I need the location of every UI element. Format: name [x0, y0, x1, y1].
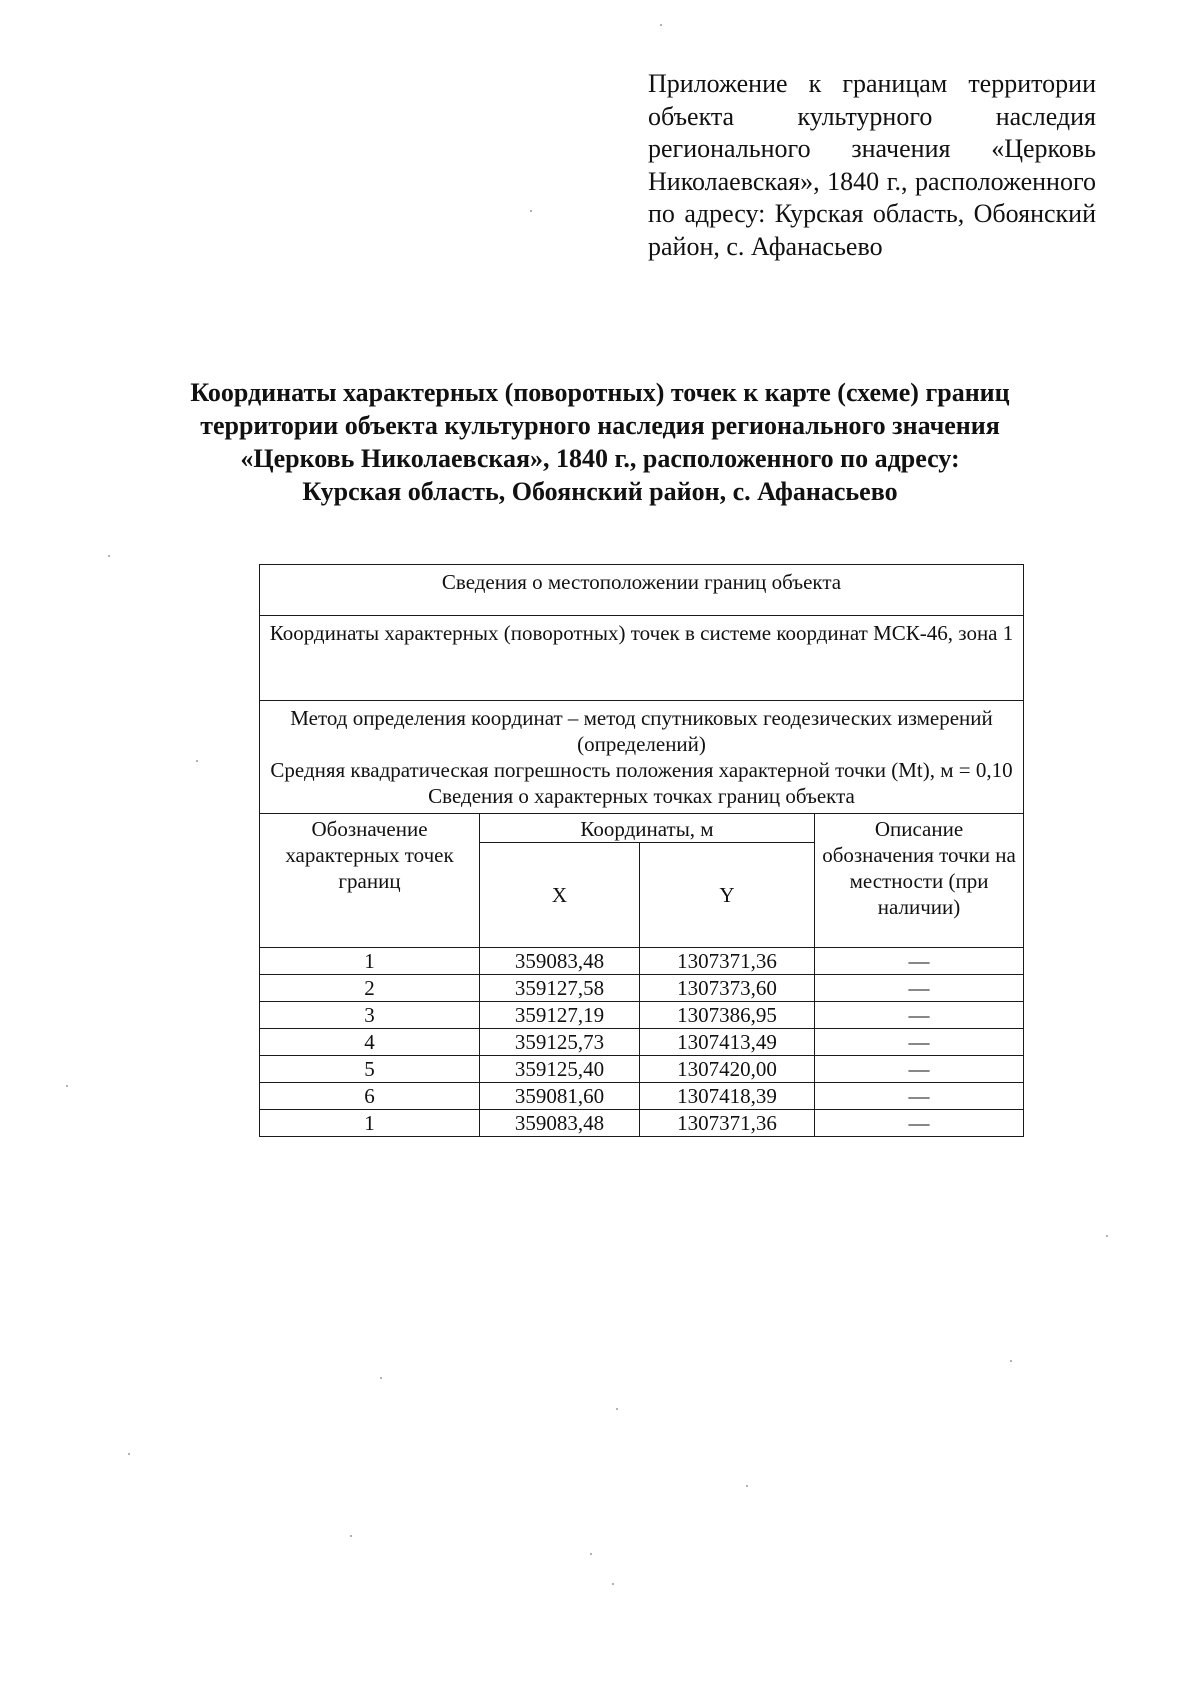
point-cell: 3 [260, 1002, 480, 1029]
coordinates-table [259, 564, 1024, 1137]
column-header-description: Описание обозначения точки на местности (при наличии) [815, 814, 1024, 948]
table-header-row [260, 616, 1024, 701]
description-cell: — [815, 1056, 1024, 1083]
appendix-note: Приложение к границам территории объекта культурного наследия регионального значения «Церковь Николаевская», 1840 г., расположенного по адресу: Курская область, Обоянский район, с. Афанасьево [648, 69, 1096, 261]
table-row [260, 948, 1024, 975]
title-line: «Церковь Николаевская», 1840 г., расположенного по адресу: [240, 444, 960, 473]
table-row [260, 1002, 1024, 1029]
y-cell: 1307371,36 [640, 948, 815, 975]
x-cell: 359083,48 [480, 1110, 640, 1137]
point-cell: 5 [260, 1056, 480, 1083]
point-cell: 2 [260, 975, 480, 1002]
point-cell: 4 [260, 1029, 480, 1056]
column-header-coordinates: Координаты, м [480, 814, 815, 843]
document-title [150, 376, 1050, 508]
x-cell: 359083,48 [480, 948, 640, 975]
table-row [260, 1029, 1024, 1056]
x-cell: 359081,60 [480, 1083, 640, 1110]
x-cell: 359127,19 [480, 1002, 640, 1029]
accuracy-text: Средняя квадратическая погрешность положения характерной точки (Mt), м = 0,10 [270, 758, 1013, 782]
method-header [260, 701, 1024, 814]
y-cell: 1307413,49 [640, 1029, 815, 1056]
column-header-row [260, 814, 1024, 843]
description-cell: — [815, 1083, 1024, 1110]
table-row [260, 1083, 1024, 1110]
description-cell: — [815, 1029, 1024, 1056]
table-body [260, 948, 1024, 1137]
description-cell: — [815, 948, 1024, 975]
y-cell: 1307386,95 [640, 1002, 815, 1029]
x-cell: 359125,40 [480, 1056, 640, 1083]
description-cell: — [815, 1002, 1024, 1029]
column-header-y: Y [640, 843, 815, 948]
y-cell: 1307373,60 [640, 975, 815, 1002]
point-cell: 1 [260, 1110, 480, 1137]
description-cell: — [815, 975, 1024, 1002]
x-cell: 359125,73 [480, 1029, 640, 1056]
y-cell: 1307371,36 [640, 1110, 815, 1137]
table-header-row [260, 701, 1024, 814]
table-row [260, 975, 1024, 1002]
coordinate-system-header: Координаты характерных (поворотных) точек в системе координат МСК-46, зона 1 [260, 616, 1024, 701]
column-header-x: X [480, 843, 640, 948]
table-row [260, 1110, 1024, 1137]
column-header-point: Обозначение характерных точек границ [260, 814, 480, 948]
y-cell: 1307420,00 [640, 1056, 815, 1083]
point-cell: 6 [260, 1083, 480, 1110]
section-header: Сведения о местоположении границ объекта [260, 565, 1024, 616]
y-cell: 1307418,39 [640, 1083, 815, 1110]
points-info-text: Сведения о характерных точках границ объекта [428, 784, 855, 808]
table-header-row [260, 565, 1024, 616]
description-cell: — [815, 1110, 1024, 1137]
point-cell: 1 [260, 948, 480, 975]
table-row [260, 1056, 1024, 1083]
method-text: Метод определения координат – метод спутниковых геодезических измерений (определений) [290, 706, 993, 756]
x-cell: 359127,58 [480, 975, 640, 1002]
title-line: территории объекта культурного наследия регионального значения [200, 411, 1000, 440]
title-line: Курская область, Обоянский район, с. Афанасьево [302, 477, 898, 506]
title-line: Координаты характерных (поворотных) точек к карте (схеме) границ [190, 378, 1010, 407]
